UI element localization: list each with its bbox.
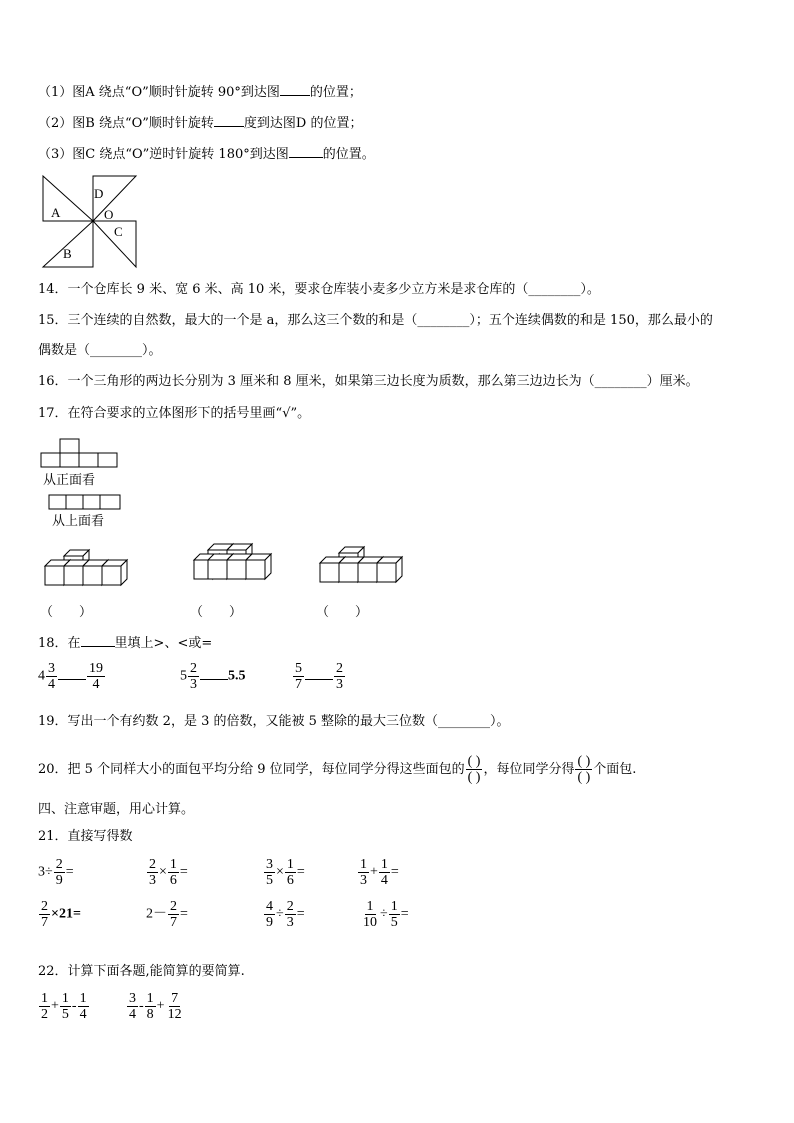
question-18 [38,634,212,653]
fraction: $\frac{3}{4}$ [48,661,55,692]
answer-blank[interactable] [58,667,86,680]
calc-item-3: $\frac{3}{5}$ × $\frac{1}{6}$ = [266,857,305,888]
question-15-line-2: 偶数是（________）。 [38,343,162,358]
q13-s3-text: （3）图C 绕点“O”逆时针旋转 180°到达图 [38,147,289,162]
label-a: A [51,205,61,220]
calc-item-2: $\frac{2}{3}$ × $\frac{1}{6}$ = [149,857,188,888]
question-20 [38,752,636,788]
label-b: B [63,246,72,261]
compare-item-3 [292,661,346,692]
calc-item-5: $\frac{2}{7}$ ×21= [41,899,81,930]
answer-blank[interactable] [214,114,244,127]
q20-text: 20．把 5 个同样大小的面包平均分给 9 位同学，每位同学分得这些面包的 [38,762,465,777]
label-c: C [114,224,123,239]
question-22: 22．计算下面各题,能简算的要简算. [38,964,245,979]
q20-mid: ，每位同学分得 [483,762,575,777]
fraction-blank[interactable]: $\frac{( )}{( )}$ [467,754,481,785]
fraction: $\frac{19}{4}$ [89,661,103,692]
simplify-expression-2: $\frac{3}{4}$ - $\frac{1}{8}$ + $\frac{7}{12}$ [129,991,182,1022]
front-view-label: 从正面看 [43,473,96,488]
calc-item-6: 2－ $\frac{2}{7}$ = [146,899,188,930]
q18-suffix: 里填上>、<或= [114,636,213,651]
q13-statement-3 [38,145,375,164]
q13-statement-2 [38,114,362,133]
pinwheel-figure [40,175,140,271]
choice-paren-2[interactable]: （ ） [190,605,243,620]
q13-s2-text: （2）图B 绕点“O”顺时针旋转 [38,116,214,131]
answer-blank[interactable] [305,667,333,680]
answer-blank[interactable] [200,667,228,680]
calc-item-4: $\frac{1}{3}$ + $\frac{1}{4}$ = [360,857,399,888]
fraction-blank[interactable]: $\frac{( )}{( )}$ [577,754,591,785]
top-view-label: 从上面看 [52,514,105,529]
simplify-expression-1: $\frac{1}{2}$ + $\frac{1}{5}$ - $\frac{1}{4}$ [41,991,87,1022]
q13-s2-tail: 度到达图D 的位置； [243,116,363,131]
label-d: D [94,186,104,201]
choice-paren-3[interactable]: （ ） [316,605,369,620]
question-19: 19．写出一个有约数 2，是 3 的倍数，又能被 5 整除的最大三位数（________）。 [38,714,510,729]
question-14: 14．一个仓库长 9 米、宽 6 米、高 10 米，要求仓库装小麦多少立方米是求仓库的（________）。 [38,282,600,297]
solid-option-1 [40,548,140,588]
q13-statement-1 [38,83,362,102]
fraction: $\frac{2}{3}$ [336,661,343,692]
question-17: 17．在符合要求的立体图形下的括号里画“√”。 [38,406,311,421]
compare-item-2: 5 $\frac{2}{3}$ 5.5 [180,661,246,692]
calc-item-8: $\frac{1}{10}$ ÷ $\frac{1}{5}$ = [363,899,409,930]
calc-item-1: 3÷ $\frac{2}{9}$ = [38,857,74,888]
solid-option-2 [190,543,290,583]
question-15-line-1: 15．三个连续的自然数，最大的一个是 a，那么这三个数的和是（________）；五个连续偶数的和是 150，那么最小的 [38,313,713,328]
top-view-diagram [48,494,138,530]
question-21: 21．直接写得数 [38,829,133,844]
q13-s3-tail: 的位置。 [322,147,375,162]
answer-blank[interactable] [289,145,323,158]
section-heading-4: 四、注意审题，用心计算。 [38,802,195,817]
solid-option-3 [315,545,415,585]
front-view-diagram [40,438,130,486]
q20-tail: 个面包. [593,762,637,777]
answer-blank[interactable] [280,83,310,96]
compare-item-1: 4 $\frac{3}{4}$ $\frac{19}{4}$ [38,661,103,692]
label-o: O [104,207,114,222]
q13-s1-text: （1）图A 绕点“O”顺时针旋转 90°到达图 [38,85,280,100]
question-16: 16．一个三角形的两边长分别为 3 厘米和 8 厘米，如果第三边长度为质数，那么第三边边长为（________）厘米。 [38,374,699,389]
calc-item-7: $\frac{4}{9}$ ÷ $\frac{2}{3}$ = [266,899,305,930]
choice-paren-1[interactable]: （ ） [40,605,93,620]
fraction: $\frac{5}{7}$ [295,661,302,692]
fraction: $\frac{2}{3}$ [190,661,197,692]
q13-s1-tail: 的位置； [309,85,362,100]
answer-blank[interactable] [81,634,115,647]
q18-prefix: 18．在 [38,636,81,651]
